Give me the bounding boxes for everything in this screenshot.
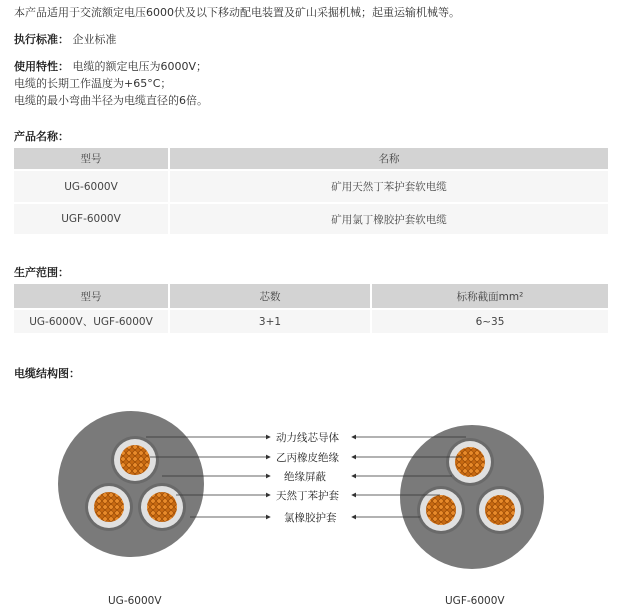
products-cell-model: UG-6000V — [14, 169, 170, 202]
right-leader-lines — [352, 437, 466, 517]
range-cell-section: 6~35 — [372, 308, 608, 333]
ugf-core-top — [446, 438, 494, 486]
products-header-name: 名称 — [170, 148, 608, 169]
ugf-outer-sheath — [400, 425, 544, 569]
characteristics-label: 使用特性： — [14, 60, 69, 73]
products-header-row — [14, 148, 608, 169]
characteristics-text-3: 电缆的最小弯曲半径为电缆直径的6倍。 — [14, 94, 208, 107]
ug-core-top — [111, 436, 159, 484]
legend-insulation-shield: 绝缘屏蔽 — [284, 471, 326, 483]
range-header-model: 型号 — [14, 284, 170, 308]
intro-text: 本产品适用于交流额定电压6000伏及以下移动配电装置及矿山采掘机械；起重运输机械等。 — [14, 6, 460, 19]
products-header-model: 型号 — [14, 148, 170, 169]
products-cell-name: 矿用天然丁苯护套软电缆 — [170, 169, 608, 202]
characteristics-line-1 — [14, 58, 207, 74]
ug-caption: UG-6000V — [108, 595, 162, 607]
range-cell-model: UG-6000V、UGF-6000V — [14, 308, 170, 333]
range-header-row — [14, 284, 608, 308]
characteristics-text-1: 电缆的额定电压为6000V； — [72, 60, 208, 73]
ug-core-left — [85, 483, 133, 531]
range-title: 生产范围： — [14, 266, 69, 279]
legend-conductor: 动力线芯导体 — [276, 432, 339, 444]
range-table — [14, 284, 608, 333]
products-cell-model: UGF-6000V — [14, 202, 170, 234]
characteristics-text-2: 电缆的长期工作温度为+65°C； — [14, 77, 172, 90]
products-table — [14, 148, 608, 234]
range-header-section: 标称截面mm² — [372, 284, 608, 308]
standard-value: 企业标准 — [72, 33, 117, 46]
table-row — [14, 308, 608, 333]
structure-title: 电缆结构图： — [14, 367, 80, 380]
left-leader-lines — [146, 437, 270, 517]
ug-outer-sheath — [58, 411, 204, 557]
table-row — [14, 169, 608, 202]
range-header-cores: 芯数 — [170, 284, 372, 308]
products-title: 产品名称： — [14, 130, 69, 143]
table-row — [14, 202, 608, 234]
ugf-core-left — [417, 486, 465, 534]
ugf-caption: UGF-6000V — [445, 595, 505, 607]
range-cell-cores: 3+1 — [170, 308, 372, 333]
standard-line — [14, 31, 117, 47]
legend-epr-insulation: 乙丙橡皮绝缘 — [276, 452, 339, 464]
standard-label: 执行标准： — [14, 33, 69, 46]
legend-nbr-sheath: 天然丁苯护套 — [276, 490, 339, 502]
ug-core-right — [138, 483, 186, 531]
ugf-cable-cross-section — [400, 425, 544, 569]
legend-cr-sheath: 氯橡胶护套 — [284, 512, 337, 524]
ug-cable-cross-section — [58, 411, 204, 557]
ugf-core-right — [476, 486, 524, 534]
products-cell-name: 矿用氯丁橡胶护套软电缆 — [170, 202, 608, 234]
